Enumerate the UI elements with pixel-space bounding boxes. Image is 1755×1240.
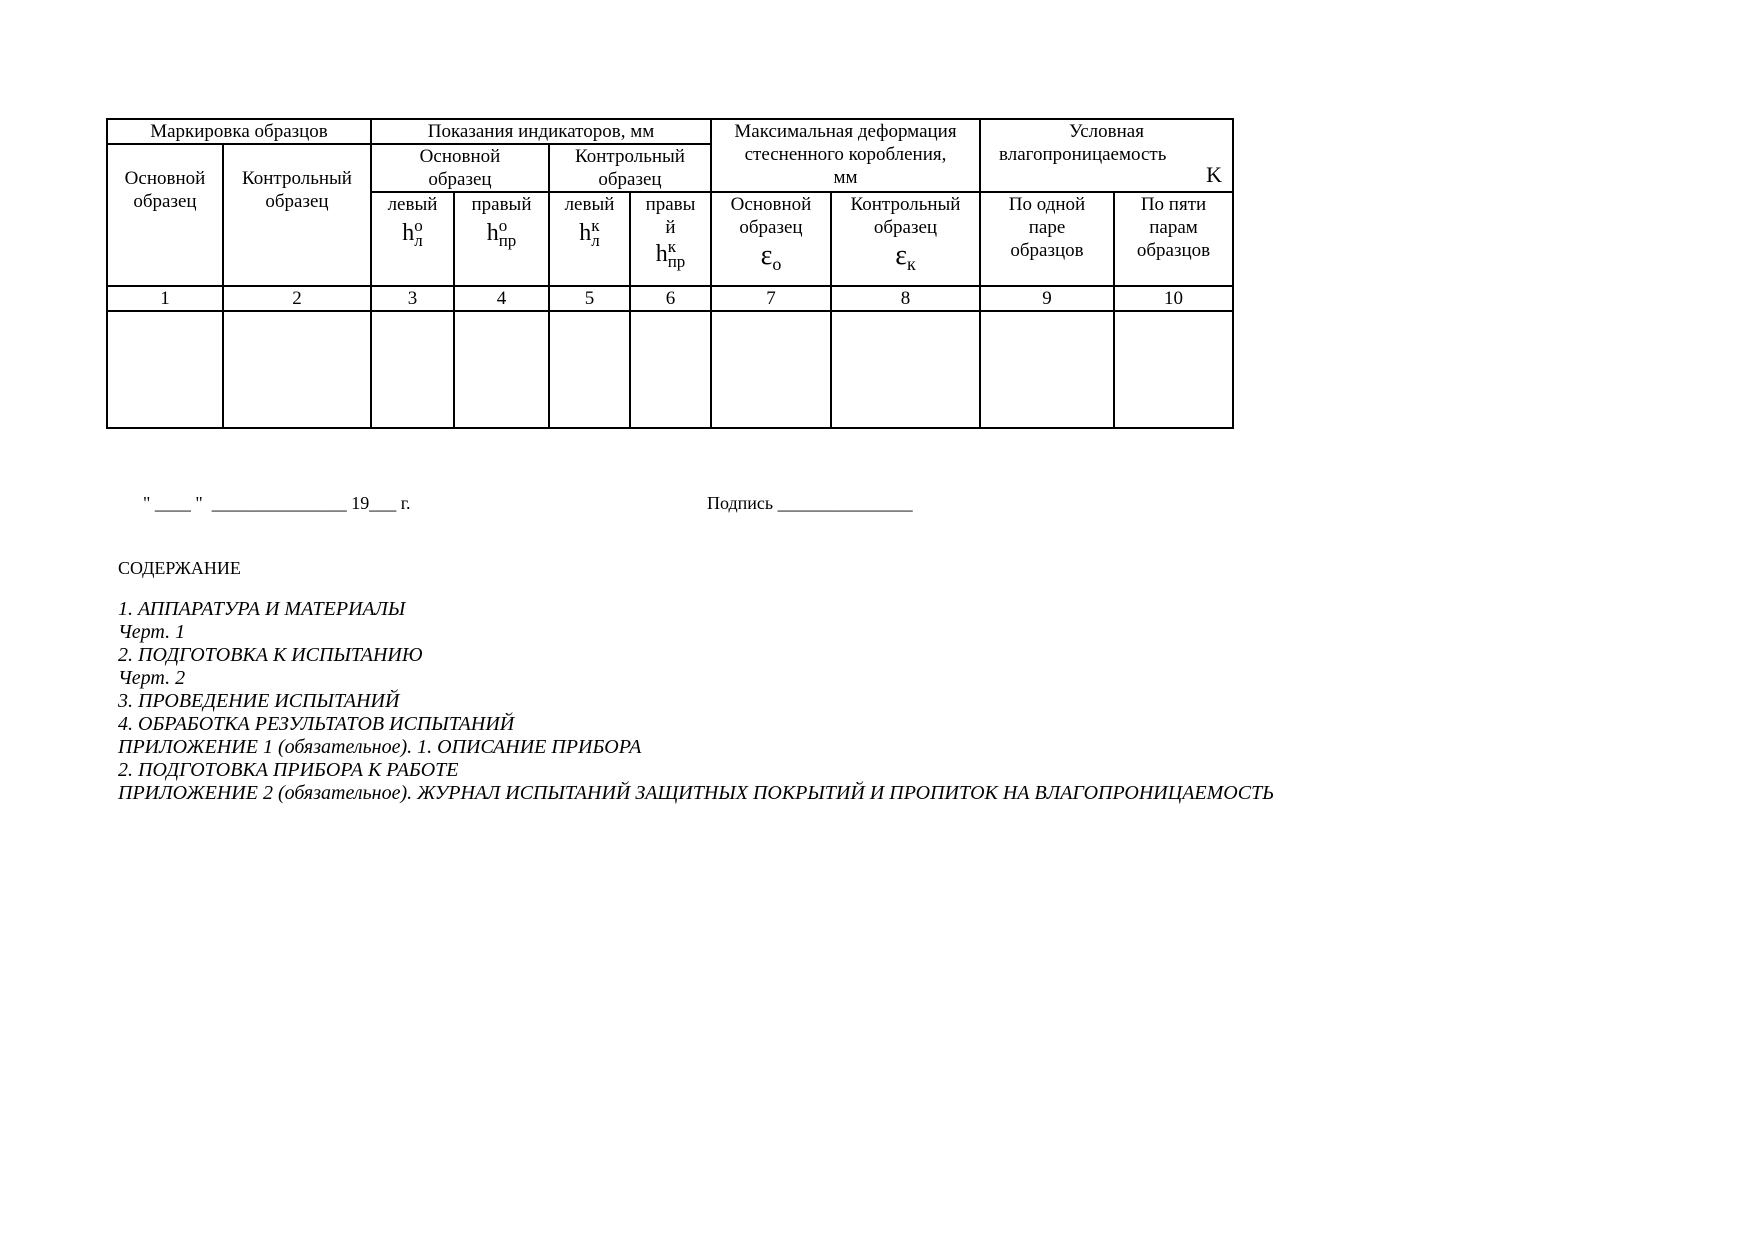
column-number: 1 — [107, 286, 223, 311]
symbol-sub: пр — [498, 231, 517, 250]
header-indicators-control-line2: образец — [598, 169, 662, 190]
header-deform-main-line2: образец — [739, 217, 803, 238]
header-permeability-symbol: K — [1206, 162, 1222, 187]
column-number: 6 — [630, 286, 711, 311]
symbol-epsilon-main — [761, 241, 782, 279]
column-numbers-row — [107, 286, 1233, 311]
header-deform-control-line2: образец — [873, 217, 938, 238]
header-control-right — [630, 192, 711, 286]
column-number: 9 — [980, 286, 1114, 311]
symbol-h: h — [402, 220, 415, 246]
header-one-pair-line2: паре — [1028, 217, 1066, 238]
header-main-sample-line2: образец — [133, 191, 197, 212]
header-control-right-label-line1: правы — [645, 194, 696, 215]
empty-cell — [630, 311, 711, 428]
column-number: 3 — [371, 286, 454, 311]
header-permeability-line1: Условная — [1069, 121, 1144, 142]
symbol-sup: о — [498, 216, 508, 235]
header-five-pairs-line1: По пяти — [1140, 194, 1207, 215]
header-main-left — [371, 192, 454, 286]
test-journal-table — [106, 118, 1234, 429]
column-number: 10 — [1114, 286, 1233, 311]
empty-cell — [371, 311, 454, 428]
empty-cell — [711, 311, 831, 428]
header-permeability-line2: влагопроницаемость — [999, 144, 1167, 165]
column-number: 7 — [711, 286, 831, 311]
header-indicators-control — [549, 144, 711, 192]
symbol-sup: о — [414, 216, 423, 235]
empty-cell — [1114, 311, 1233, 428]
signature-line: Подпись _______________ — [707, 493, 913, 513]
header-marking: Маркировка образцов — [107, 119, 371, 144]
symbol-sub: л — [414, 231, 423, 250]
toc-item[interactable]: Черт. 2 — [118, 667, 186, 689]
symbol-h: h — [579, 220, 592, 246]
symbol-h-control-left — [579, 218, 599, 248]
header-one-pair — [980, 192, 1114, 286]
header-max-deformation-line3: мм — [833, 167, 858, 188]
header-control-left — [549, 192, 630, 286]
symbol-epsilon-sub: к — [907, 254, 916, 274]
symbol-epsilon: ε — [760, 240, 773, 271]
header-deform-main — [711, 192, 831, 286]
header-main-right — [454, 192, 549, 286]
header-main-left-label: левый — [387, 194, 438, 215]
header-max-deformation-line2: стесненного коробления, — [744, 144, 947, 165]
symbol-sup: к — [667, 237, 676, 256]
toc-item[interactable]: 4. ОБРАБОТКА РЕЗУЛЬТАТОВ ИСПЫТАНИЙ — [118, 713, 515, 735]
header-control-sample — [223, 144, 371, 286]
column-number: 5 — [549, 286, 630, 311]
empty-cell — [980, 311, 1114, 428]
symbol-h: h — [655, 241, 668, 267]
symbol-sup: к — [591, 216, 600, 235]
symbol-epsilon-control — [895, 241, 916, 279]
header-deform-control — [831, 192, 980, 286]
header-main-sample — [107, 144, 223, 286]
header-control-sample-line2: образец — [265, 191, 329, 212]
table-of-contents — [118, 598, 1274, 805]
empty-cell — [107, 311, 223, 428]
symbol-sub: л — [591, 231, 600, 250]
empty-cell — [549, 311, 630, 428]
header-control-left-label: левый — [564, 194, 615, 215]
header-permeability — [980, 119, 1233, 192]
header-indicators-main — [371, 144, 549, 192]
toc-item[interactable]: ПРИЛОЖЕНИЕ 2 (обязательное). ЖУРНАЛ ИСПЫТАНИЙ ЗАЩИТНЫХ ПОКРЫТИЙ И ПРОПИТОК НА ВЛАГОПРОНИЦАЕМОСТЬ — [118, 782, 1274, 804]
header-control-right-label-line2: й — [665, 217, 676, 238]
column-number: 2 — [223, 286, 371, 311]
header-indicators-main-line2: образец — [428, 169, 492, 190]
header-deform-control-line1: Контрольный — [850, 194, 961, 215]
header-main-right-label: правый — [471, 194, 532, 215]
header-main-sample-line1: Основной — [124, 168, 206, 189]
empty-data-row — [107, 311, 1233, 428]
header-max-deformation-line1: Максимальная деформация — [734, 121, 957, 142]
toc-item[interactable]: 2. ПОДГОТОВКА ПРИБОРА К РАБОТЕ — [118, 759, 459, 781]
toc-item[interactable]: 1. АППАРАТУРА И МАТЕРИАЛЫ — [118, 598, 406, 620]
header-row-1 — [107, 119, 1233, 144]
header-five-pairs-line2: парам — [1149, 217, 1198, 238]
symbol-h-control-right — [656, 239, 686, 269]
toc-title: СОДЕРЖАНИЕ — [118, 558, 241, 578]
toc-item[interactable]: 2. ПОДГОТОВКА К ИСПЫТАНИЮ — [118, 644, 423, 666]
symbol-h-main-right — [487, 218, 517, 248]
header-indicators: Показания индикаторов, мм — [371, 119, 711, 144]
header-one-pair-line3: образцов — [1010, 240, 1084, 261]
header-indicators-control-line1: Контрольный — [575, 146, 685, 167]
symbol-sub: пр — [667, 252, 686, 271]
empty-cell — [454, 311, 549, 428]
column-number: 8 — [831, 286, 980, 311]
column-number: 4 — [454, 286, 549, 311]
header-control-sample-line1: Контрольный — [242, 168, 352, 189]
toc-item[interactable]: ПРИЛОЖЕНИЕ 1 (обязательное). 1. ОПИСАНИЕ ПРИБОРА — [118, 736, 642, 758]
symbol-epsilon-sub: о — [772, 254, 782, 274]
toc-item[interactable]: Черт. 1 — [118, 621, 186, 643]
symbol-epsilon: ε — [895, 240, 907, 271]
header-max-deformation — [711, 119, 980, 192]
header-one-pair-line1: По одной — [1008, 194, 1086, 215]
empty-cell — [223, 311, 371, 428]
toc-item[interactable]: 3. ПРОВЕДЕНИЕ ИСПЫТАНИЙ — [118, 690, 400, 712]
header-indicators-main-line1: Основной — [419, 146, 501, 167]
empty-cell — [831, 311, 980, 428]
header-five-pairs-line3: образцов — [1136, 240, 1211, 261]
symbol-h: h — [486, 220, 499, 246]
header-deform-main-line1: Основной — [730, 194, 812, 215]
date-line: " ____ " _______________ 19___ г. — [143, 493, 411, 513]
symbol-h-main-left — [402, 218, 423, 248]
header-five-pairs — [1114, 192, 1233, 286]
